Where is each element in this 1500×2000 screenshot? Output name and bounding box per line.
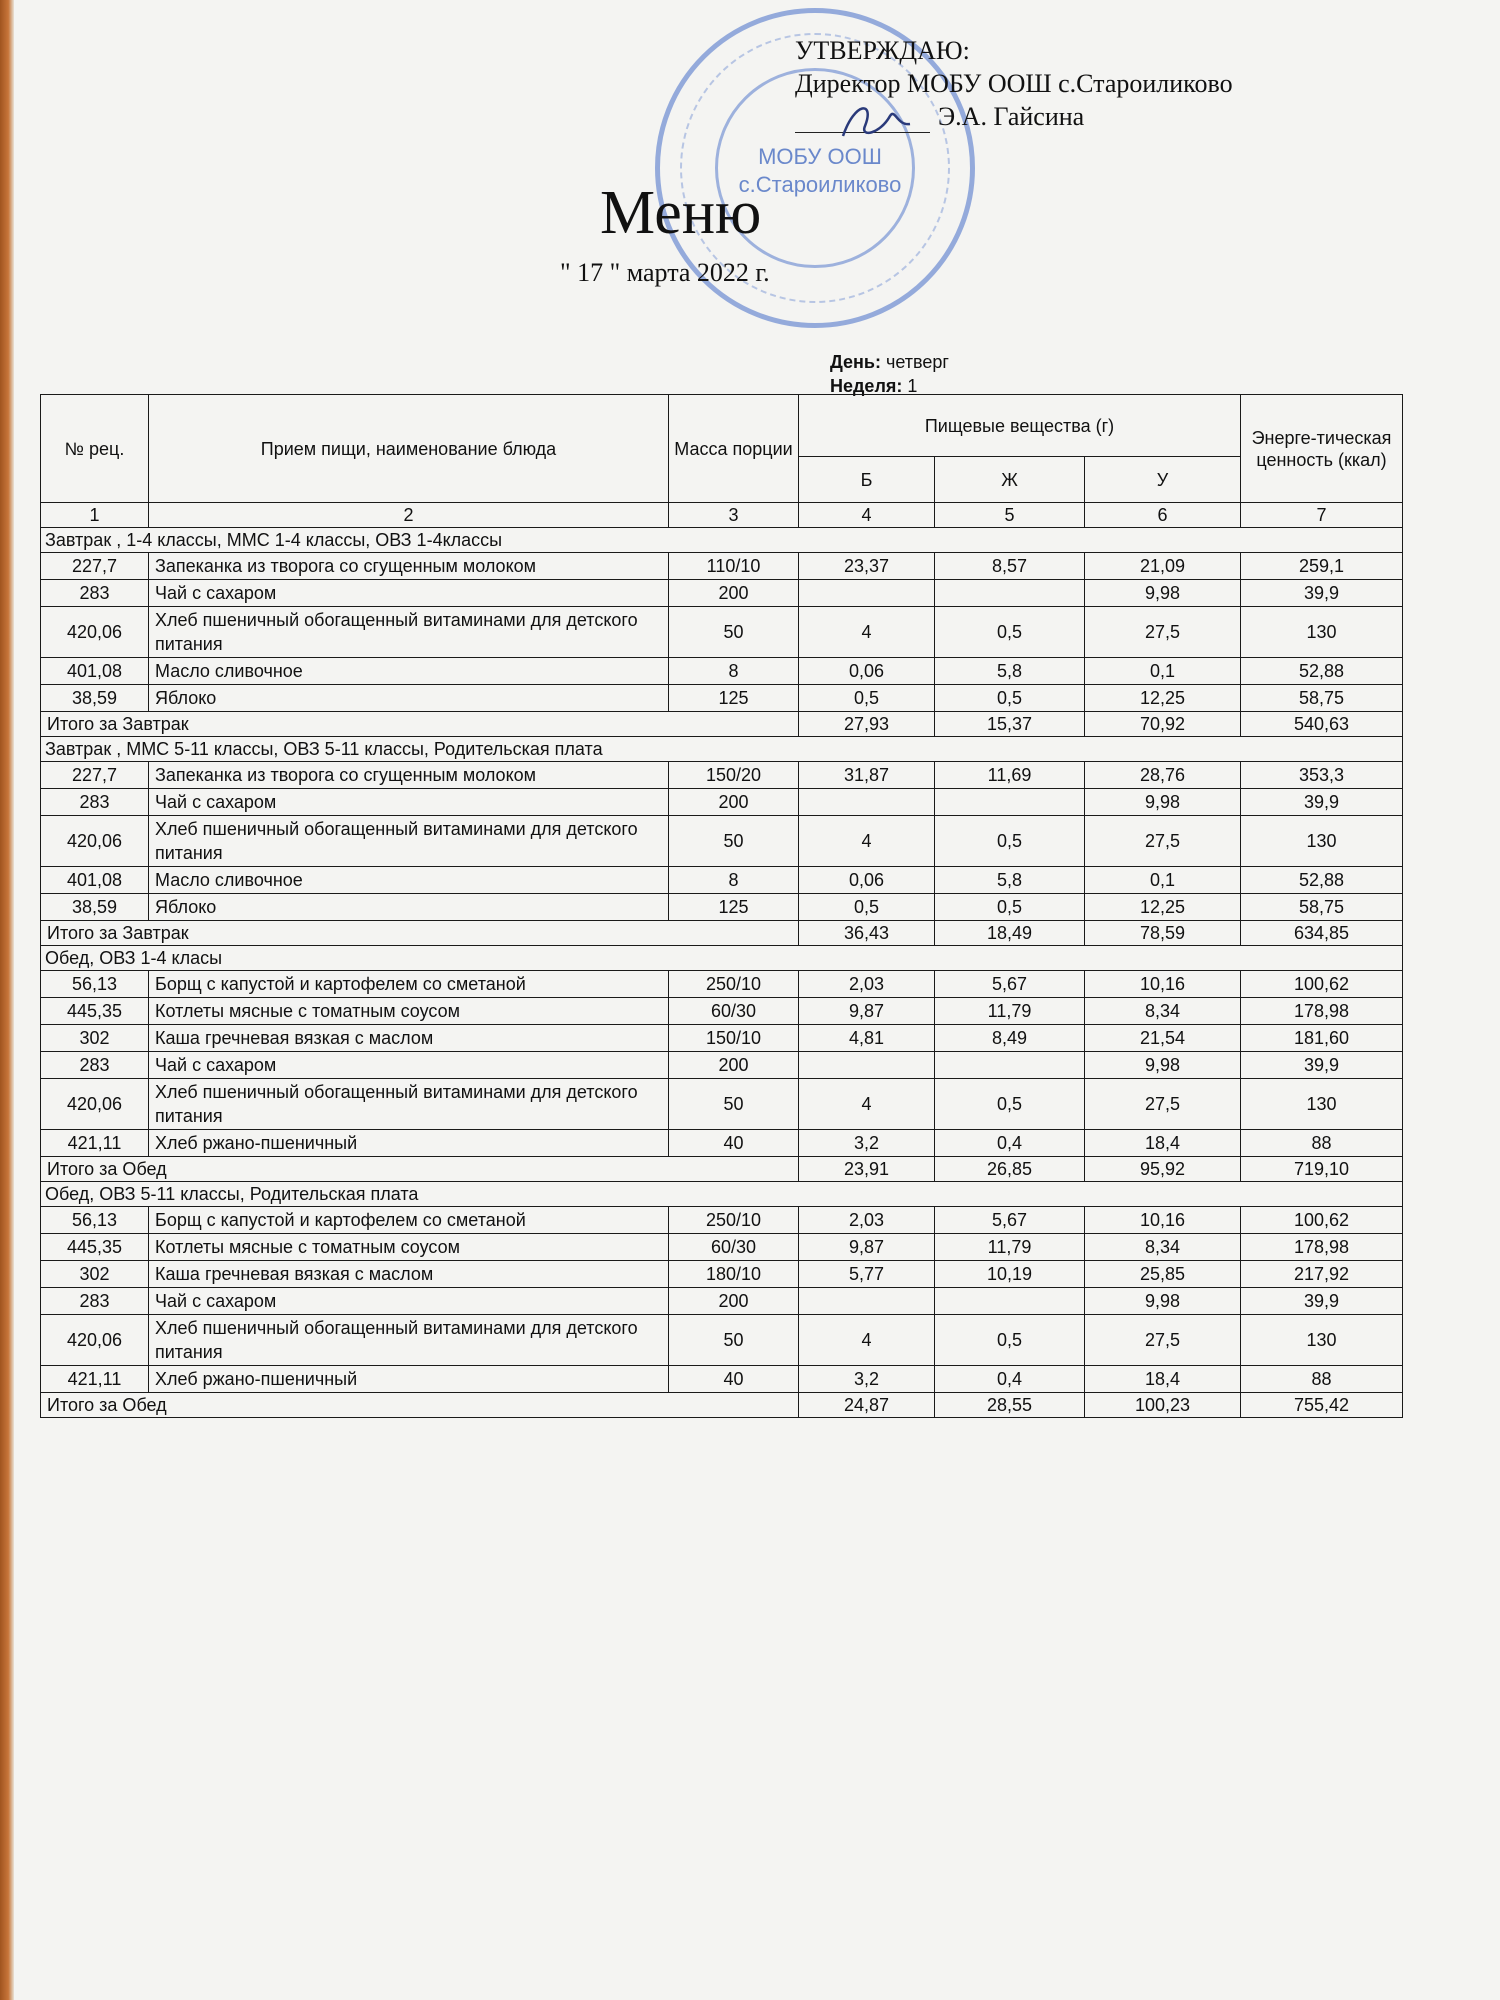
section-title: Обед, ОВЗ 1-4 класы [41, 946, 1403, 971]
energy-value: 130 [1241, 816, 1403, 867]
dish-name: Хлеб пшеничный обогащенный витаминами для детского питания [149, 1079, 669, 1130]
protein-value [799, 580, 935, 607]
table-row [41, 685, 1403, 712]
energy-value: 178,98 [1241, 998, 1403, 1025]
energy-value: 39,9 [1241, 1052, 1403, 1079]
day-info [830, 350, 949, 398]
portion-mass: 60/30 [669, 998, 799, 1025]
dish-name: Котлеты мясные с томатным соусом [149, 1234, 669, 1261]
carbs-value: 0,1 [1085, 658, 1241, 685]
dish-name: Чай с сахаром [149, 1052, 669, 1079]
portion-mass: 50 [669, 1079, 799, 1130]
energy-value: 130 [1241, 607, 1403, 658]
dish-name: Хлеб пшеничный обогащенный витаминами для детского питания [149, 816, 669, 867]
energy-value: 58,75 [1241, 685, 1403, 712]
table-row [41, 998, 1403, 1025]
dish-name: Котлеты мясные с томатным соусом [149, 998, 669, 1025]
energy-value: 130 [1241, 1315, 1403, 1366]
table-row [41, 1234, 1403, 1261]
menu-table [40, 394, 1403, 1418]
protein-value: 4 [799, 1315, 935, 1366]
table-row [41, 789, 1403, 816]
carbs-value: 27,5 [1085, 1315, 1241, 1366]
total-fat: 26,85 [935, 1157, 1085, 1182]
protein-value: 31,87 [799, 762, 935, 789]
carbs-value: 21,54 [1085, 1025, 1241, 1052]
portion-mass: 50 [669, 816, 799, 867]
stamp-line-1: МОБУ ООШ [758, 144, 882, 169]
protein-value: 4 [799, 1079, 935, 1130]
col-number: 6 [1085, 503, 1241, 528]
table-row [41, 762, 1403, 789]
section-header-row [41, 528, 1403, 553]
section-header-row [41, 946, 1403, 971]
carbs-value: 27,5 [1085, 607, 1241, 658]
total-label: Итого за Завтрак [41, 921, 799, 946]
total-label: Итого за Обед [41, 1393, 799, 1418]
fat-value: 5,8 [935, 867, 1085, 894]
recipe-number: 420,06 [41, 607, 149, 658]
dish-name: Чай с сахаром [149, 789, 669, 816]
stamp-line-2: с.Староиликово [738, 172, 902, 197]
total-fat: 18,49 [935, 921, 1085, 946]
protein-value: 0,06 [799, 658, 935, 685]
dish-name: Чай с сахаром [149, 1288, 669, 1315]
dish-name: Хлеб ржано-пшеничный [149, 1366, 669, 1393]
dish-name: Чай с сахаром [149, 580, 669, 607]
header-b: Б [799, 457, 935, 503]
week-value: 1 [907, 376, 918, 396]
header-name: Прием пищи, наименование блюда [149, 395, 669, 503]
protein-value: 4 [799, 816, 935, 867]
dish-name: Хлеб пшеничный обогащенный витаминами для детского питания [149, 1315, 669, 1366]
section-title: Завтрак , 1-4 классы, ММС 1-4 классы, ОВЗ 1-4классы [41, 528, 1403, 553]
fat-value [935, 1288, 1085, 1315]
fat-value: 0,5 [935, 607, 1085, 658]
portion-mass: 150/20 [669, 762, 799, 789]
portion-mass: 200 [669, 1288, 799, 1315]
total-row [41, 1393, 1403, 1418]
table-row [41, 816, 1403, 867]
recipe-number: 283 [41, 1052, 149, 1079]
carbs-value: 21,09 [1085, 553, 1241, 580]
protein-value: 3,2 [799, 1130, 935, 1157]
carbs-value: 8,34 [1085, 998, 1241, 1025]
protein-value: 5,77 [799, 1261, 935, 1288]
recipe-number: 56,13 [41, 1207, 149, 1234]
protein-value: 2,03 [799, 971, 935, 998]
recipe-number: 283 [41, 580, 149, 607]
fat-value: 10,19 [935, 1261, 1085, 1288]
fat-value: 0,5 [935, 1315, 1085, 1366]
total-carbs: 78,59 [1085, 921, 1241, 946]
table-row [41, 1079, 1403, 1130]
fat-value: 5,8 [935, 658, 1085, 685]
table-row [41, 1315, 1403, 1366]
protein-value [799, 1288, 935, 1315]
protein-value: 0,06 [799, 867, 935, 894]
recipe-number: 420,06 [41, 1315, 149, 1366]
protein-value: 23,37 [799, 553, 935, 580]
protein-value: 4,81 [799, 1025, 935, 1052]
portion-mass: 8 [669, 867, 799, 894]
table-row [41, 607, 1403, 658]
carbs-value: 18,4 [1085, 1130, 1241, 1157]
approval-signer: Э.А. Гайсина [938, 102, 1085, 131]
fat-value: 5,67 [935, 971, 1085, 998]
energy-value: 88 [1241, 1130, 1403, 1157]
fat-value: 0,5 [935, 1079, 1085, 1130]
carbs-value: 9,98 [1085, 1288, 1241, 1315]
table-row [41, 658, 1403, 685]
protein-value: 0,5 [799, 685, 935, 712]
total-carbs: 70,92 [1085, 712, 1241, 737]
total-fat: 15,37 [935, 712, 1085, 737]
col-number: 1 [41, 503, 149, 528]
carbs-value: 10,16 [1085, 971, 1241, 998]
recipe-number: 283 [41, 789, 149, 816]
menu-date: " 17 " марта 2022 г. [560, 258, 770, 287]
protein-value [799, 1052, 935, 1079]
energy-value: 353,3 [1241, 762, 1403, 789]
carbs-value: 12,25 [1085, 894, 1241, 921]
energy-value: 259,1 [1241, 553, 1403, 580]
total-energy: 755,42 [1241, 1393, 1403, 1418]
energy-value: 52,88 [1241, 867, 1403, 894]
fat-value: 11,79 [935, 998, 1085, 1025]
table-row [41, 1366, 1403, 1393]
total-protein: 27,93 [799, 712, 935, 737]
recipe-number: 302 [41, 1025, 149, 1052]
energy-value: 39,9 [1241, 789, 1403, 816]
carbs-value: 0,1 [1085, 867, 1241, 894]
carbs-value: 8,34 [1085, 1234, 1241, 1261]
table-row [41, 894, 1403, 921]
section-title: Завтрак , ММС 5-11 классы, ОВЗ 5-11 классы, Родительская плата [41, 737, 1403, 762]
carbs-value: 9,98 [1085, 789, 1241, 816]
energy-value: 181,60 [1241, 1025, 1403, 1052]
energy-value: 58,75 [1241, 894, 1403, 921]
table-row [41, 1288, 1403, 1315]
section-header-row [41, 737, 1403, 762]
portion-mass: 40 [669, 1366, 799, 1393]
col-number: 7 [1241, 503, 1403, 528]
protein-value: 9,87 [799, 998, 935, 1025]
column-numbers-row [41, 503, 1403, 528]
week-label: Неделя: [830, 376, 903, 396]
fat-value: 11,79 [935, 1234, 1085, 1261]
header-zh: Ж [935, 457, 1085, 503]
fat-value [935, 580, 1085, 607]
total-carbs: 95,92 [1085, 1157, 1241, 1182]
fat-value: 0,5 [935, 685, 1085, 712]
recipe-number: 401,08 [41, 867, 149, 894]
portion-mass: 110/10 [669, 553, 799, 580]
portion-mass: 150/10 [669, 1025, 799, 1052]
recipe-number: 38,59 [41, 685, 149, 712]
table-row [41, 1261, 1403, 1288]
col-number: 2 [149, 503, 669, 528]
energy-value: 100,62 [1241, 1207, 1403, 1234]
total-energy: 719,10 [1241, 1157, 1403, 1182]
recipe-number: 227,7 [41, 762, 149, 789]
total-protein: 23,91 [799, 1157, 935, 1182]
recipe-number: 56,13 [41, 971, 149, 998]
table-row [41, 867, 1403, 894]
photo-edge [0, 0, 14, 2000]
recipe-number: 302 [41, 1261, 149, 1288]
fat-value: 11,69 [935, 762, 1085, 789]
protein-value: 4 [799, 607, 935, 658]
energy-value: 178,98 [1241, 1234, 1403, 1261]
total-carbs: 100,23 [1085, 1393, 1241, 1418]
recipe-number: 421,11 [41, 1130, 149, 1157]
recipe-number: 227,7 [41, 553, 149, 580]
handwritten-signature [835, 96, 925, 146]
menu-table-body [41, 528, 1403, 1418]
carbs-value: 12,25 [1085, 685, 1241, 712]
fat-value [935, 789, 1085, 816]
table-row [41, 1207, 1403, 1234]
portion-mass: 250/10 [669, 971, 799, 998]
day-row [830, 350, 949, 374]
recipe-number: 420,06 [41, 816, 149, 867]
dish-name: Яблоко [149, 685, 669, 712]
fat-value: 0,5 [935, 816, 1085, 867]
portion-mass: 125 [669, 685, 799, 712]
energy-value: 39,9 [1241, 1288, 1403, 1315]
dish-name: Хлеб ржано-пшеничный [149, 1130, 669, 1157]
fat-value: 5,67 [935, 1207, 1085, 1234]
dish-name: Каша гречневая вязкая с маслом [149, 1261, 669, 1288]
table-row [41, 971, 1403, 998]
total-fat: 28,55 [935, 1393, 1085, 1418]
portion-mass: 200 [669, 1052, 799, 1079]
protein-value: 0,5 [799, 894, 935, 921]
recipe-number: 38,59 [41, 894, 149, 921]
recipe-number: 445,35 [41, 998, 149, 1025]
dish-name: Хлеб пшеничный обогащенный витаминами для детского питания [149, 607, 669, 658]
recipe-number: 420,06 [41, 1079, 149, 1130]
portion-mass: 200 [669, 789, 799, 816]
total-row [41, 1157, 1403, 1182]
portion-mass: 180/10 [669, 1261, 799, 1288]
carbs-value: 25,85 [1085, 1261, 1241, 1288]
day-value: четверг [886, 352, 949, 372]
total-row [41, 712, 1403, 737]
col-number: 4 [799, 503, 935, 528]
approval-position: Директор МОБУ ООШ с.Староиликово [795, 69, 1233, 98]
carbs-value: 27,5 [1085, 1079, 1241, 1130]
energy-value: 130 [1241, 1079, 1403, 1130]
total-label: Итого за Завтрак [41, 712, 799, 737]
section-header-row [41, 1182, 1403, 1207]
carbs-value: 10,16 [1085, 1207, 1241, 1234]
total-label: Итого за Обед [41, 1157, 799, 1182]
energy-value: 217,92 [1241, 1261, 1403, 1288]
dish-name: Каша гречневая вязкая с маслом [149, 1025, 669, 1052]
fat-value: 8,49 [935, 1025, 1085, 1052]
dish-name: Запеканка из творога со сгущенным молоком [149, 553, 669, 580]
protein-value: 2,03 [799, 1207, 935, 1234]
header-energy: Энерге-тическая ценность (ккал) [1241, 395, 1403, 503]
recipe-number: 421,11 [41, 1366, 149, 1393]
portion-mass: 200 [669, 580, 799, 607]
protein-value: 9,87 [799, 1234, 935, 1261]
portion-mass: 50 [669, 607, 799, 658]
day-label: День: [830, 352, 881, 372]
portion-mass: 60/30 [669, 1234, 799, 1261]
protein-value [799, 789, 935, 816]
total-row [41, 921, 1403, 946]
protein-value: 3,2 [799, 1366, 935, 1393]
header-rec: № рец. [41, 395, 149, 503]
portion-mass: 40 [669, 1130, 799, 1157]
dish-name: Борщ с капустой и картофелем со сметаной [149, 971, 669, 998]
portion-mass: 8 [669, 658, 799, 685]
dish-name: Запеканка из творога со сгущенным молоком [149, 762, 669, 789]
energy-value: 88 [1241, 1366, 1403, 1393]
fat-value [935, 1052, 1085, 1079]
energy-value: 52,88 [1241, 658, 1403, 685]
carbs-value: 18,4 [1085, 1366, 1241, 1393]
total-energy: 634,85 [1241, 921, 1403, 946]
portion-mass: 250/10 [669, 1207, 799, 1234]
table-row [41, 1130, 1403, 1157]
recipe-number: 401,08 [41, 658, 149, 685]
col-number: 3 [669, 503, 799, 528]
carbs-value: 27,5 [1085, 816, 1241, 867]
table-row [41, 1025, 1403, 1052]
total-protein: 24,87 [799, 1393, 935, 1418]
table-row [41, 1052, 1403, 1079]
header-nutrients: Пищевые вещества (г) [799, 395, 1241, 457]
dish-name: Борщ с капустой и картофелем со сметаной [149, 1207, 669, 1234]
portion-mass: 125 [669, 894, 799, 921]
portion-mass: 50 [669, 1315, 799, 1366]
dish-name: Масло сливочное [149, 867, 669, 894]
table-row [41, 580, 1403, 607]
carbs-value: 9,98 [1085, 1052, 1241, 1079]
fat-value: 0,4 [935, 1130, 1085, 1157]
dish-name: Масло сливочное [149, 658, 669, 685]
total-energy: 540,63 [1241, 712, 1403, 737]
fat-value: 0,5 [935, 894, 1085, 921]
carbs-value: 28,76 [1085, 762, 1241, 789]
page-title: Меню [600, 179, 762, 247]
carbs-value: 9,98 [1085, 580, 1241, 607]
energy-value: 39,9 [1241, 580, 1403, 607]
section-title: Обед, ОВЗ 5-11 классы, Родительская плата [41, 1182, 1403, 1207]
table-row [41, 553, 1403, 580]
recipe-number: 445,35 [41, 1234, 149, 1261]
header-u: У [1085, 457, 1241, 503]
energy-value: 100,62 [1241, 971, 1403, 998]
approval-heading: УТВЕРЖДАЮ: [795, 36, 970, 65]
col-number: 5 [935, 503, 1085, 528]
total-protein: 36,43 [799, 921, 935, 946]
fat-value: 0,4 [935, 1366, 1085, 1393]
dish-name: Яблоко [149, 894, 669, 921]
recipe-number: 283 [41, 1288, 149, 1315]
fat-value: 8,57 [935, 553, 1085, 580]
header-mass: Масса порции [669, 395, 799, 503]
